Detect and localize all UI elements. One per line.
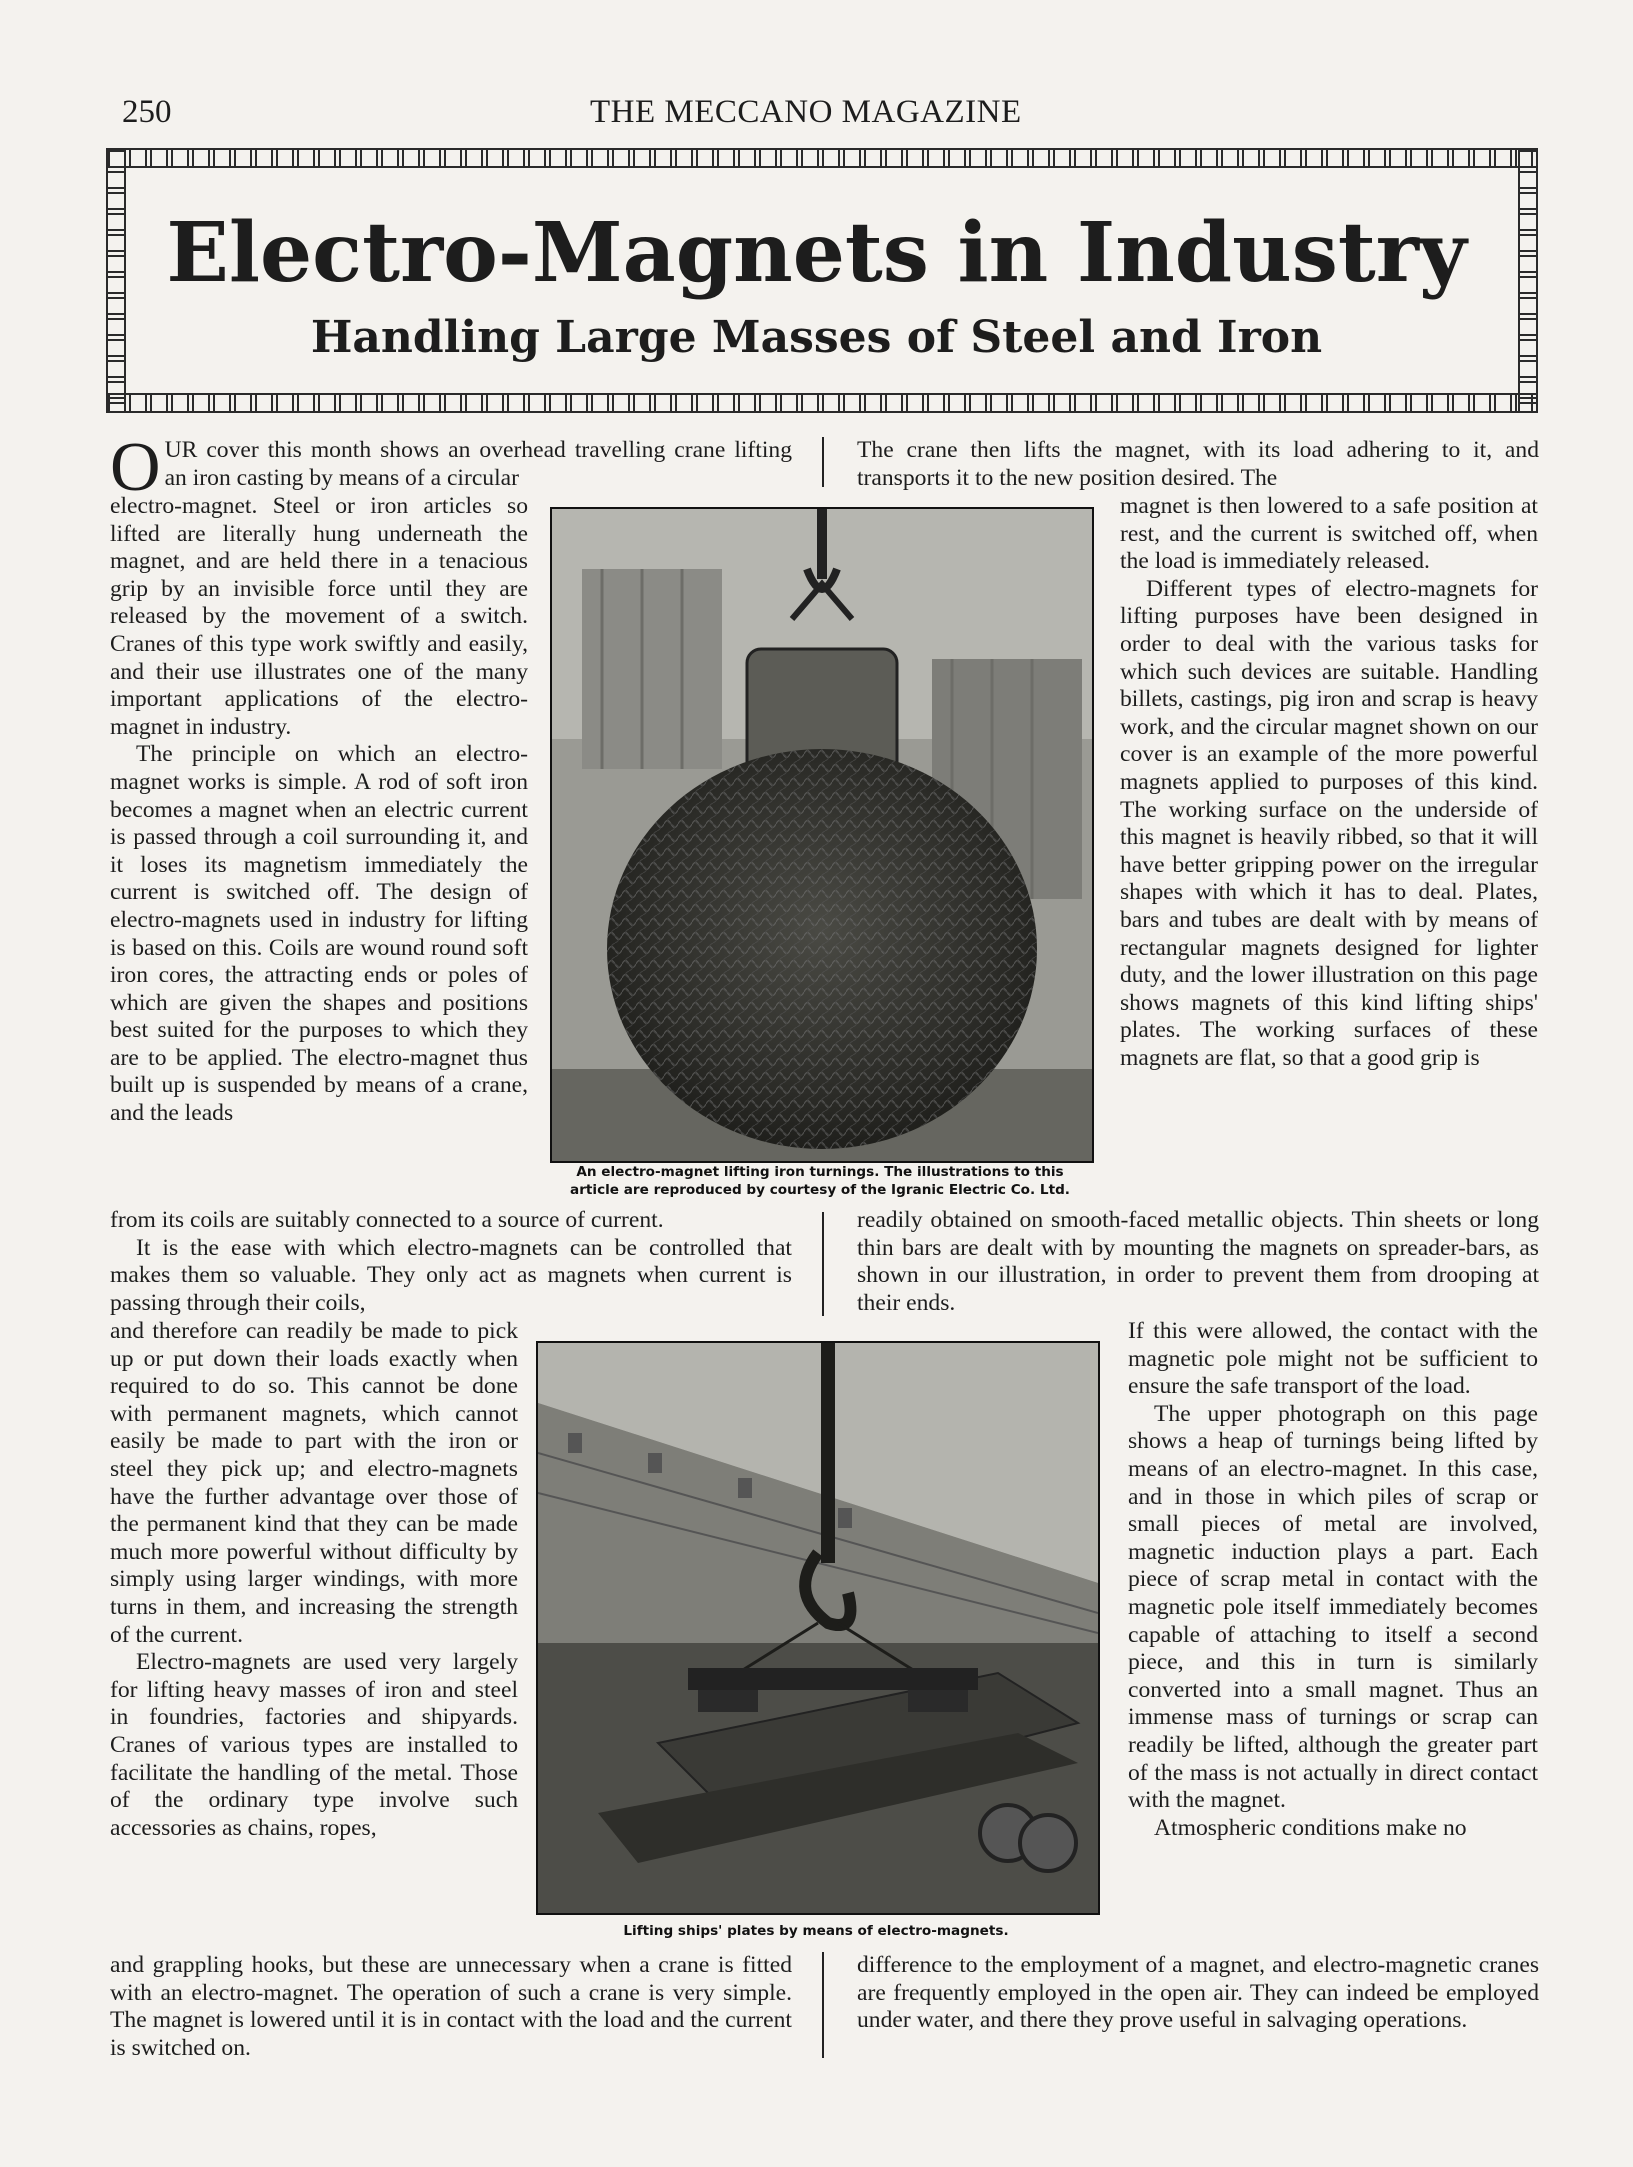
right-paragraph-1: The crane then lifts the magnet, with its load adhering to it, and transports it to the new position desired. The: [857, 437, 1539, 491]
right-paragraph-2: Different types of electro-magnets for lifting purposes have been designed in order to deal with the various tasks for which such devices are suitable. Handling billets, castings, pig iron and scrap is heavy work, and the circular magnet shown on our cover is an example of the more powerful magnets applied to purposes of this kind. The working surface on the underside of this magnet is heavily ribbed, so that it will have better gripping power on the irregular shapes with which it has to deal. Plates, bars and tubes are dealt with by means of rectangular magnets designed for lighter duty, and the lower illustration on this page shows magnets of this kind lifting ships' plates. The working surfaces of these magnets are flat, so that a good grip is: [1120, 575, 1538, 1071]
article-title: Electro-Magnets in Industry: [166, 205, 1467, 301]
left-paragraph-2: The principle on which an electro-magnet works is simple. A rod of soft iron becomes a magnet when an electric current is passed through a coil surrounding it, and it loses its magnetism immediately the current is switched off. The design of electro-magnets used in industry for lifting is based on this. Coils are wound round soft iron cores, the attracting ends or poles of which are given the shapes and positions best suited for the purposes to which they are to be applied. The electro-magnet thus built up is suspended by means of a crane, and the leads: [110, 741, 528, 1127]
upper-photo-caption: [540, 1163, 1100, 1199]
upper-caption-line-1: An electro-magnet lifting iron turnings. The illustrations to this: [576, 1164, 1064, 1180]
right-column-bottom: [857, 1952, 1539, 2035]
left-paragraph-2-end: from its coils are suitably connected to a source of current.: [110, 1207, 664, 1233]
right-column-upper: [1120, 493, 1538, 1072]
right-paragraph-4: The upper photograph on this page shows a heap of turnings being lifted by means of an electro-magnet. In this case, and in those in which piles of scrap or small pieces of metal are involved, magnetic induction plays a part. Each piece of scrap metal in contact with the magnetic pole itself immediately becomes capable of attaching to itself a second piece, and this in turn is similarly converted into a small magnet. Thus an immense mass of turnings or scrap can readily be lifted, although the greater part of the mass is not actually in direct contact with the magnet.: [1128, 1400, 1538, 1814]
intro-paragraph: [110, 429, 792, 506]
article-subtitle: Handling Large Masses of Steel and Iron: [310, 312, 1323, 363]
page-number: 250: [122, 94, 172, 130]
left-column-mid: [110, 1207, 792, 1317]
lower-photo-caption: Lifting ships' plates by means of electro-magnets.: [623, 1923, 1009, 1939]
column-rule-mid: [822, 1212, 824, 1316]
column-rule-top: [822, 437, 824, 487]
drop-cap: O: [110, 429, 161, 506]
intro-text: UR cover this month shows an overhead travelling crane lifting an iron casting by means of a circular: [164, 437, 792, 491]
right-paragraph-2-end: readily obtained on smooth-faced metallic objects. Thin sheets or long thin bars are dealt with by mounting the magnets on spreader-bars, as shown in our illustration, in order to prevent them from drooping at their ends.: [857, 1207, 1539, 1316]
magazine-title: THE MECCANO MAGAZINE: [590, 94, 1022, 130]
left-paragraph-4: Electro-magnets are used very largely for lifting heavy masses of iron and steel in foundries, factories and shipyards. Cranes of various types are installed to facilitate the handling of the metal. Those of the ordinary type involve such accessories as chains, ropes,: [110, 1649, 518, 1841]
photo-lifting-ships-plates: [536, 1341, 1100, 1915]
ships-plates-illustration: [538, 1343, 1098, 1913]
left-paragraph-1: electro-magnet. Steel or iron articles so lifted are literally hung underneath the magnet, and are held there in a tenacious grip by an invisible force until they are released by the movement of a switch. Cranes of this type work swiftly and easily, and their use illustrates one of the many important applications of the electro-magnet in industry.: [110, 493, 528, 740]
left-column-upper: [110, 493, 528, 1128]
left-paragraph-4-end: and grappling hooks, but these are unnecessary when a crane is fitted with an electro-magnet. The operation of such a crane is very simple. The magnet is lowered until it is in contact with the load and the current is switched on.: [110, 1952, 792, 2061]
right-column-lower: [1128, 1318, 1538, 1842]
left-paragraph-3: It is the ease with which electro-magnets can be controlled that makes them so valuable. They only act as magnets when current is passing through their coils,: [110, 1234, 792, 1316]
turnings-illustration: [552, 509, 1092, 1161]
left-column-bottom: [110, 1952, 792, 2062]
upper-caption-line-2: article are reproduced by courtesy of the Igranic Electric Co. Ltd.: [570, 1182, 1070, 1198]
photo-magnet-lifting-turnings: [550, 507, 1094, 1163]
title-frame-bottom: [106, 393, 1538, 413]
column-rule-bottom: [822, 1952, 824, 2058]
right-column-mid: [857, 1207, 1539, 1317]
left-paragraph-3-end: and therefore can readily be made to pick up or put down their loads exactly when required to do so. This cannot be done with permanent magnets, which cannot easily be made to part with the iron or steel they pick up; and electro-magnets have the further advantage over those of the permanent kind that they can be made much more powerful without difficulty by simply using larger windings, with more turns in them, and increasing the strength of the current.: [110, 1318, 518, 1648]
right-paragraph-1-end: magnet is then lowered to a safe position at rest, and the current is switched off, when the load is immediately released.: [1120, 493, 1538, 575]
right-paragraph-5: Atmospheric conditions make no: [1154, 1814, 1467, 1841]
right-column-top: [857, 437, 1539, 492]
right-paragraph-5-end: difference to the employment of a magnet, and electro-magnetic cranes are frequently employed in the open air. They can indeed be employed under water, and there they prove useful in salvaging operations.: [857, 1952, 1539, 2034]
right-paragraph-3: If this were allowed, the contact with the magnetic pole might not be sufficient to ensure the safe transport of the load.: [1128, 1318, 1538, 1400]
left-column-lower: [110, 1318, 518, 1842]
title-frame-top: [106, 148, 1538, 168]
